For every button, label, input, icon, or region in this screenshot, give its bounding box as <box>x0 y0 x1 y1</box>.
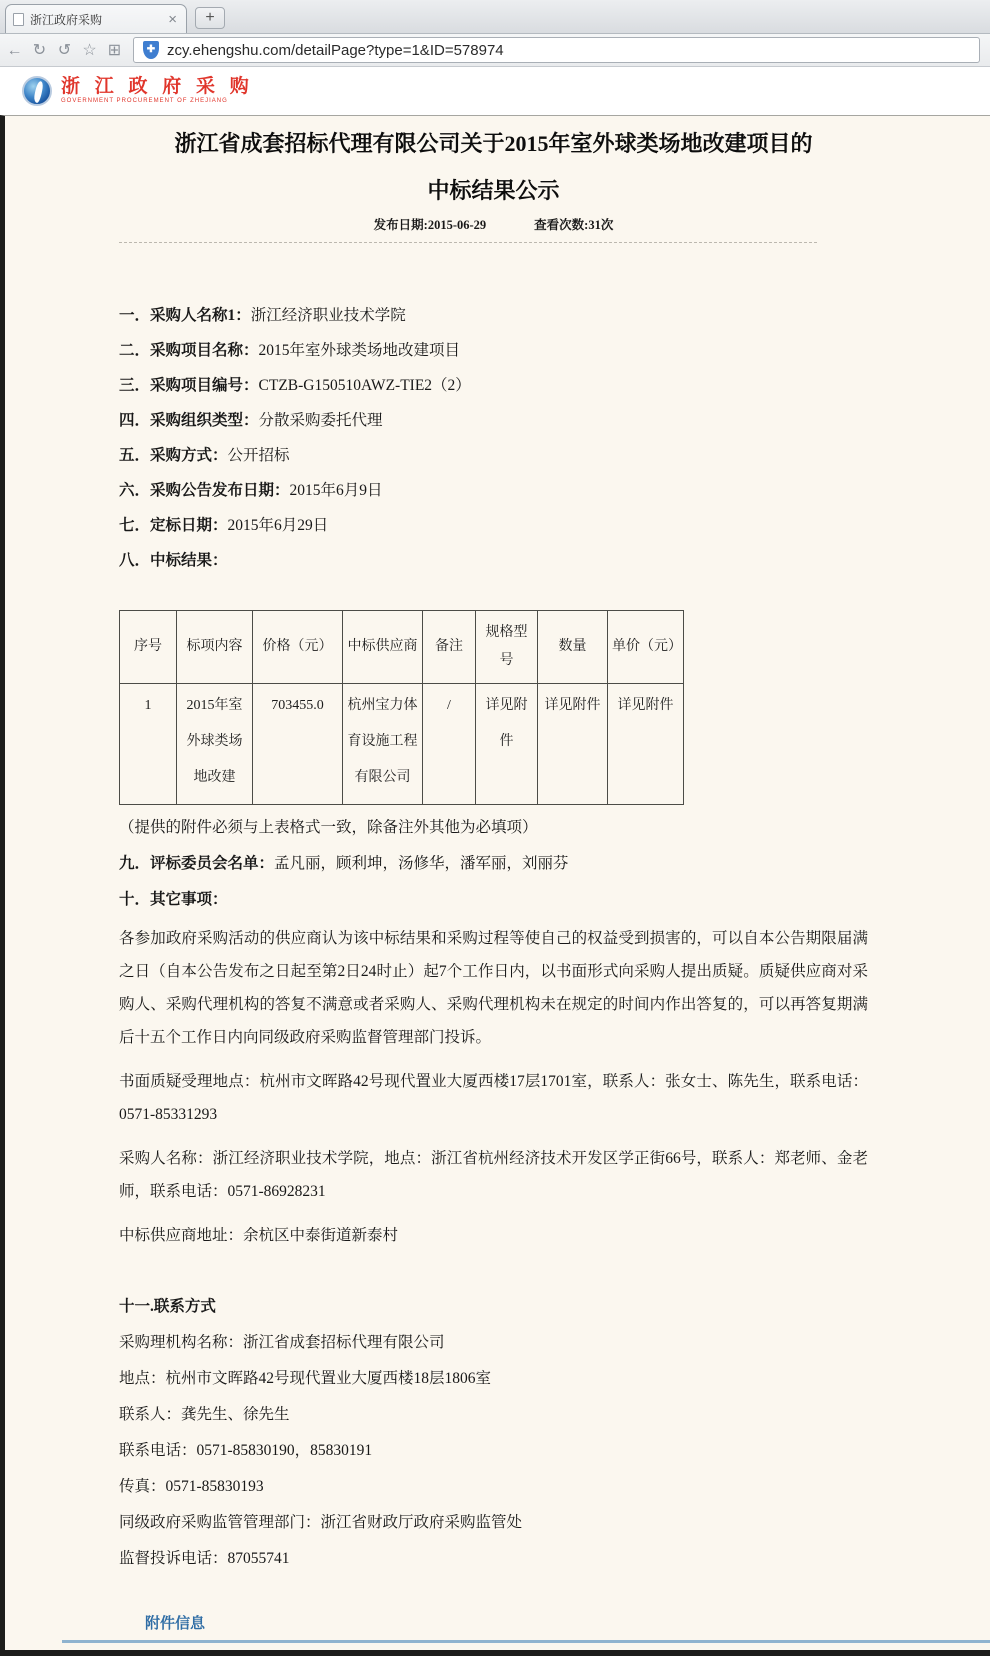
paragraph: 各参加政府采购活动的供应商认为该中标结果和采购过程等使自己的权益受到损害的，可以自本公告期限届满之日（自本公告发布之日起至第2日24时止）起7个工作日内，以书面形式向采购人提出质疑。质疑供应商对采购人、采购代理机构的答复不满意或者采购人、采购代理机构未在规定的时间内作出答复的，可以再答复期满后十五个工作日内向同级政府采购监督管理部门投诉。 <box>119 930 868 1046</box>
col-header: 序号 <box>120 611 177 684</box>
view-count: 查看次数:31次 <box>534 218 614 232</box>
item-value: 浙江经济职业技术学院 <box>250 307 406 324</box>
contact-line: 采购理机构名称：浙江省成套招标代理有限公司 <box>119 1334 445 1351</box>
other-matters-heading: 十．其它事项： <box>119 891 228 908</box>
contact-line: 监督投诉电话：87055741 <box>119 1550 290 1567</box>
announcement-content <box>5 116 990 1570</box>
item-value: 2015年6月9日 <box>289 482 383 499</box>
list-item <box>119 445 868 467</box>
attachment-section <box>5 1612 990 1643</box>
shield-icon[interactable]: ✚ <box>143 41 159 59</box>
site-logo-subtitle: GOVERNMENT PROCUREMENT OF ZHEJIANG <box>61 98 228 104</box>
contact-line: 联系电话：0571-85830190，85830191 <box>119 1442 373 1459</box>
table-cell: 703455.0 <box>253 684 343 805</box>
list-item <box>119 480 868 502</box>
paragraph: 中标供应商地址：余杭区中泰街道新泰村 <box>119 1227 399 1244</box>
committee-label: 九．评标委员会名单： <box>119 855 275 872</box>
item-label: 一．采购人名称1： <box>119 307 251 324</box>
contact-line: 地点：杭州市文晖路42号现代置业大厦西楼18层1806室 <box>119 1370 492 1387</box>
item-label: 三．采购项目编号： <box>119 377 259 394</box>
item-label: 四．采购组织类型： <box>119 412 259 429</box>
attachment-divider <box>62 1640 990 1643</box>
site-logo-title: 浙 江 政 府 采 购 <box>61 76 254 97</box>
apps-grid-icon[interactable]: ⊞ <box>107 41 122 59</box>
bookmark-star-icon[interactable]: ☆ <box>82 41 97 59</box>
committee-line <box>119 853 868 875</box>
site-logo[interactable] <box>61 77 254 105</box>
contact-line: 同级政府采购监管管理部门：浙江省财政厅政府采购监管处 <box>119 1514 523 1531</box>
publish-date: 发布日期:2015-06-29 <box>373 218 487 232</box>
numbered-items <box>119 305 868 572</box>
item-label: 六．采购公告发布日期： <box>119 482 290 499</box>
undo-icon[interactable]: ↺ <box>57 41 72 59</box>
tab-title: 浙江政府采购 <box>30 12 103 27</box>
url-text: zcy.ehengshu.com/detailPage?type=1&ID=578974 <box>167 41 504 59</box>
paragraph: 书面质疑受理地点：杭州市文晖路42号现代置业大厦西楼17层1701室，联系人：张女士、陈先生，联系电话：0571-85331293 <box>119 1073 868 1123</box>
page-title-line2: 中标结果公示 <box>427 178 560 203</box>
committee-names: 孟凡丽，顾利坤，汤修华，潘军丽，刘丽芬 <box>274 855 569 872</box>
new-tab-button[interactable]: + <box>195 7 225 29</box>
item-value: 2015年6月29日 <box>227 517 329 534</box>
browser-tab[interactable] <box>5 4 187 33</box>
item-value: 2015年室外球类场地改建项目 <box>258 342 461 359</box>
list-item <box>119 550 868 572</box>
table-cell: 详见附件 <box>476 684 538 805</box>
browser-tab-bar <box>0 0 990 34</box>
address-bar[interactable] <box>133 37 980 63</box>
col-header: 规格型号 <box>476 611 538 684</box>
browser-toolbar <box>0 34 990 67</box>
item-label: 七．定标日期： <box>119 517 228 534</box>
dashed-divider <box>119 242 817 243</box>
table-cell: 2015年室外球类场地改建 <box>177 684 253 805</box>
col-header: 备注 <box>423 611 476 684</box>
attachment-section-title: 附件信息 <box>145 1615 206 1632</box>
table-cell: 详见附件 <box>538 684 608 805</box>
contact-line: 联系人：龚先生、徐先生 <box>119 1406 290 1423</box>
result-table <box>119 610 684 805</box>
item-label: 八．中标结果： <box>119 552 228 569</box>
list-item <box>119 515 868 537</box>
article-meta <box>119 215 868 233</box>
list-item <box>119 305 868 327</box>
refresh-icon[interactable]: ↻ <box>32 41 47 59</box>
list-item <box>119 410 868 432</box>
col-header: 标项内容 <box>177 611 253 684</box>
table-cell: 详见附件 <box>608 684 684 805</box>
table-note: （提供的附件必须与上表格式一致，除备注外其他为必填项） <box>119 819 538 836</box>
tab-close-icon[interactable]: × <box>168 10 177 28</box>
item-value: 公开招标 <box>227 447 290 464</box>
col-header: 单价（元） <box>608 611 684 684</box>
page-title-line1: 浙江省成套招标代理有限公司关于2015年室外球类场地改建项目的 <box>174 131 813 156</box>
announcement-panel <box>0 115 990 1656</box>
contact-line: 传真：0571-85830193 <box>119 1478 264 1495</box>
list-item <box>119 375 868 397</box>
item-value: 分散采购委托代理 <box>258 412 383 429</box>
site-logo-icon[interactable] <box>22 76 52 106</box>
col-header: 价格（元） <box>253 611 343 684</box>
paragraph: 采购人名称：浙江经济职业技术学院，地点：浙江省杭州经济技术开发区学正街66号，联系人：郑老师、金老师，联系电话：0571-86928231 <box>119 1150 868 1200</box>
page-title <box>119 120 868 214</box>
col-header: 中标供应商 <box>343 611 423 684</box>
col-header: 数量 <box>538 611 608 684</box>
back-icon[interactable]: ← <box>6 41 23 59</box>
list-item <box>119 340 868 362</box>
item-value: CTZB-G150510AWZ-TIE2（2） <box>258 377 471 394</box>
site-header <box>0 67 990 115</box>
item-label: 二．采购项目名称： <box>119 342 259 359</box>
contact-section-heading: 十一.联系方式 <box>119 1298 216 1315</box>
table-cell: 杭州宝力体育设施工程有限公司 <box>343 684 423 805</box>
page-icon <box>13 13 24 26</box>
table-row <box>120 684 684 805</box>
table-cell: 1 <box>120 684 177 805</box>
table-header-row <box>120 611 684 684</box>
table-cell: / <box>423 684 476 805</box>
item-label: 五．采购方式： <box>119 447 228 464</box>
